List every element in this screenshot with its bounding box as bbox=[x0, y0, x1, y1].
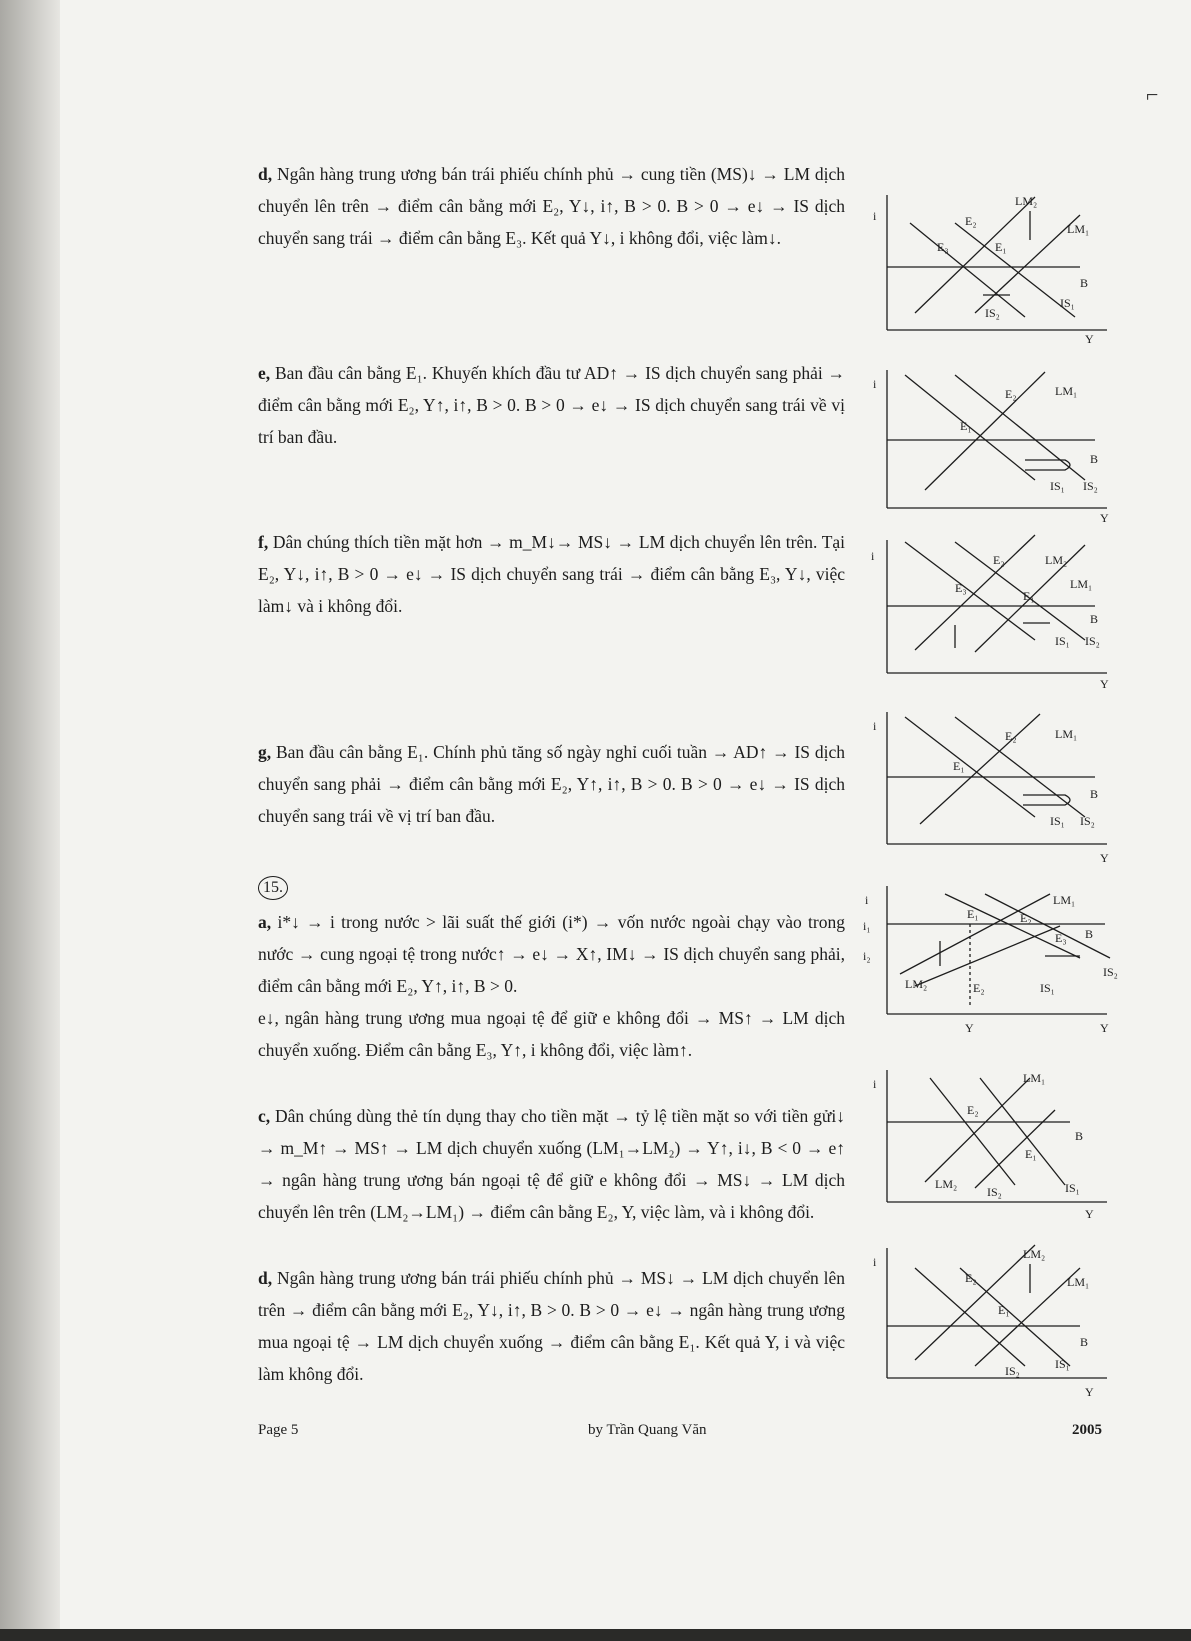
label-e3: E₃ bbox=[955, 581, 967, 595]
scan-edge bbox=[0, 1629, 1191, 1641]
label-e3: E₃ bbox=[937, 240, 949, 254]
paragraph-d bbox=[258, 158, 845, 254]
label-e2: E₂ bbox=[1020, 911, 1032, 925]
label-e1: E₁ bbox=[1025, 1147, 1037, 1161]
paragraph-e bbox=[258, 357, 845, 453]
label-lm1: LM₁ bbox=[1053, 893, 1076, 907]
diagram-svg bbox=[873, 370, 1115, 525]
label-lm1: LM₁ bbox=[1055, 727, 1078, 741]
diagram-svg bbox=[875, 1070, 1115, 1220]
label-b: B bbox=[1080, 1335, 1089, 1349]
label-b: B bbox=[1090, 612, 1099, 626]
axis-label-y: Y bbox=[1100, 511, 1109, 525]
label-is1: IS₁ bbox=[1040, 981, 1055, 995]
axis-label-y: Y bbox=[965, 1021, 974, 1035]
label-i2: i₂ bbox=[863, 949, 871, 963]
label-b: B bbox=[1090, 787, 1099, 801]
axis-label-y: Y bbox=[1085, 1207, 1094, 1221]
axis-label-y: Y bbox=[1085, 332, 1094, 346]
item-label: d, bbox=[258, 164, 273, 184]
label-b: B bbox=[1085, 927, 1094, 941]
diagram-svg bbox=[871, 540, 1115, 691]
label-is2: IS₂ bbox=[1083, 479, 1098, 493]
axis-label-i: i bbox=[873, 209, 877, 223]
section-heading bbox=[258, 870, 845, 902]
label-is1: IS₁ bbox=[1055, 634, 1070, 648]
axis-label-i: i bbox=[873, 377, 877, 391]
label-e2: E₂ bbox=[1005, 387, 1017, 401]
label-i1: i₁ bbox=[863, 919, 871, 933]
label-lm2: LM₂ bbox=[1015, 194, 1038, 208]
label-lm1: LM₁ bbox=[1067, 1275, 1090, 1289]
label-e2: E₂ bbox=[967, 1103, 979, 1117]
is-lm-diagram-7 bbox=[875, 1248, 1115, 1398]
label-lm1: LM₁ bbox=[1067, 222, 1090, 236]
label-is1: IS₁ bbox=[1060, 296, 1075, 310]
label-is1: IS₁ bbox=[1050, 814, 1065, 828]
item-text: Ngân hàng trung ương bán trái phiếu chính phủ → cung tiền (MS)↓ → LM dịch chuyển lên trên → điểm cân bằng mới E₂, Y↓, i↑, B > 0. B > 0 → e↓ → IS dịch chuyển sang trái → điểm cân bằng E₃. Kết quả Y↓, i không đổi, việc làm↓. bbox=[258, 164, 845, 248]
item-label: g, bbox=[258, 742, 272, 762]
label-lm1: LM₁ bbox=[1055, 384, 1078, 398]
axis-label-i: i bbox=[865, 893, 869, 907]
label-lm1: LM₁ bbox=[1070, 577, 1093, 591]
item-label: a, bbox=[258, 912, 272, 932]
label-lm2: LM₂ bbox=[905, 977, 928, 991]
label-b: B bbox=[1080, 276, 1089, 290]
label-e2: E₂ bbox=[993, 553, 1005, 567]
is-lm-diagram-4 bbox=[873, 712, 1115, 865]
label-e1: E₁ bbox=[960, 419, 972, 433]
label-e2: E₂ bbox=[965, 214, 977, 228]
footer-author: by Trần Quang Văn bbox=[588, 1422, 707, 1438]
axis-label-i: i bbox=[873, 1255, 877, 1269]
is-lm-diagram-2 bbox=[873, 370, 1115, 525]
label-e1: E₁ bbox=[967, 907, 979, 921]
item-label: c, bbox=[258, 1106, 271, 1126]
axis-label-y2: Y bbox=[1100, 1021, 1109, 1035]
diagram-svg bbox=[875, 1248, 1115, 1398]
diagram-svg bbox=[863, 886, 1118, 1036]
scan-shadow bbox=[0, 0, 60, 1641]
label-e2-lower: E₂ bbox=[973, 981, 985, 995]
label-e1: E₁ bbox=[1023, 589, 1035, 603]
item-text: Ngân hàng trung ương bán trái phiếu chính phủ → MS↓ → LM dịch chuyển lên trên → điểm cân bằng mới E₂, Y↓, i↑, B > 0. B > 0 → e↓ → ngân hàng trung ương mua ngoại tệ → LM dịch chuyển xuống → điểm cân bằng E₁. Kết quả Y, i và việc làm không đổi. bbox=[258, 1268, 845, 1384]
label-lm2: LM₂ bbox=[1023, 1247, 1046, 1261]
axis-label-y: Y bbox=[1100, 677, 1109, 691]
label-is1: IS₁ bbox=[1065, 1181, 1080, 1195]
paragraph-g bbox=[258, 736, 845, 832]
paragraph-f bbox=[258, 526, 845, 622]
label-is1: IS₁ bbox=[1050, 479, 1065, 493]
is-lm-diagram-5 bbox=[863, 886, 1118, 1036]
footer-page: Page 5 bbox=[258, 1422, 299, 1438]
label-lm2: LM₂ bbox=[935, 1177, 958, 1191]
label-is2: IS₂ bbox=[987, 1185, 1002, 1199]
label-e1: E₁ bbox=[953, 759, 965, 773]
item-text: i*↓ → i trong nước > lãi suất thế giới (i*) → vốn nước ngoài chạy vào trong nước → cung ngoại tệ trong nước↑ → e↓ → X↑, IM↓ → IS dịch chuyển sang phải, điểm cân bằng mới E₂, Y↑, i↑, B > 0. bbox=[258, 912, 845, 996]
paragraph-15c bbox=[258, 1100, 845, 1228]
item-label: e, bbox=[258, 363, 271, 383]
item-text: Ban đầu cân bằng E₁. Khuyến khích đầu tư AD↑ → IS dịch chuyển sang phải → điểm cân bằng mới E₂, Y↑, i↑, B > 0. B > 0 → e↓ → IS dịch chuyển sang trái về vị trí ban đầu. bbox=[258, 363, 845, 447]
label-e1: E₁ bbox=[998, 1303, 1010, 1317]
paragraph-15a bbox=[258, 906, 845, 1002]
item-label: f, bbox=[258, 532, 269, 552]
label-e3: E₃ bbox=[1055, 931, 1067, 945]
is-lm-diagram-6 bbox=[875, 1070, 1115, 1220]
label-e1: E₁ bbox=[995, 240, 1007, 254]
label-e2: E₂ bbox=[1005, 729, 1017, 743]
label-is2: IS₂ bbox=[1103, 965, 1118, 979]
axis-label-y: Y bbox=[1085, 1385, 1094, 1399]
paragraph-15d bbox=[258, 1262, 845, 1390]
item-text: Ban đầu cân bằng E₁. Chính phủ tăng số ngày nghỉ cuối tuần → AD↑ → IS dịch chuyển sang phải → điểm cân bằng mới E₂, Y↑, i↑, B > 0. B > 0 → e↓ → IS dịch chuyển sang trái về vị trí ban đầu. bbox=[258, 742, 845, 826]
label-is2: IS₂ bbox=[1005, 1364, 1020, 1378]
item-text: e↓, ngân hàng trung ương mua ngoại tệ để giữ e không đổi → MS↑ → LM dịch chuyển xuống. Điểm cân bằng E₃, Y↑, i không đổi, việc làm↑. bbox=[258, 1008, 845, 1060]
label-b: B bbox=[1090, 452, 1099, 466]
corner-mark: ⌐ bbox=[1146, 82, 1159, 107]
axis-label-i: i bbox=[873, 1077, 877, 1091]
item-text: Dân chúng dùng thẻ tín dụng thay cho tiền mặt → tỷ lệ tiền mặt so với tiền gửi↓ → m_M↑ → MS↑ → LM dịch chuyển xuống (LM₁→LM₂) → Y↑, i↓, B < 0 → e↑ → ngân hàng trung ương bán ngoại tệ để giữ e không đổi → MS↓ → LM dịch chuyển lên trên (LM₂→LM₁) → điểm cân bằng E₂, Y, việc làm, và i không đổi. bbox=[258, 1106, 845, 1222]
label-is2: IS₂ bbox=[1085, 634, 1100, 648]
label-e2: E₂ bbox=[965, 1271, 977, 1285]
axis-label-y: Y bbox=[1100, 851, 1109, 865]
label-is2: IS₂ bbox=[1080, 814, 1095, 828]
label-lm2: LM₂ bbox=[1045, 553, 1068, 567]
diagram-svg bbox=[875, 195, 1115, 345]
label-b: B bbox=[1075, 1129, 1084, 1143]
is-lm-diagram-3 bbox=[871, 540, 1115, 691]
diagram-svg bbox=[873, 712, 1115, 865]
item-text: Dân chúng thích tiền mặt hơn → m_M↓→ MS↓ → LM dịch chuyển lên trên. Tại E₂, Y↓, i↑, B > 0 → e↓ → IS dịch chuyển sang trái → điểm cân bằng E₃, Y↓, việc làm↓ và i không đổi. bbox=[258, 532, 846, 616]
axis-label-i: i bbox=[871, 549, 875, 563]
paragraph-15a-cont bbox=[258, 1002, 845, 1066]
label-is1: IS₁ bbox=[1055, 1357, 1070, 1371]
label-is2: IS₂ bbox=[985, 306, 1000, 320]
section-number: 15. bbox=[258, 876, 288, 900]
footer-year: 2005 bbox=[1072, 1422, 1102, 1438]
axis-label-i: i bbox=[873, 719, 877, 733]
is-lm-diagram-1 bbox=[875, 195, 1115, 345]
item-label: d, bbox=[258, 1268, 273, 1288]
label-lm1: LM₁ bbox=[1023, 1071, 1046, 1085]
